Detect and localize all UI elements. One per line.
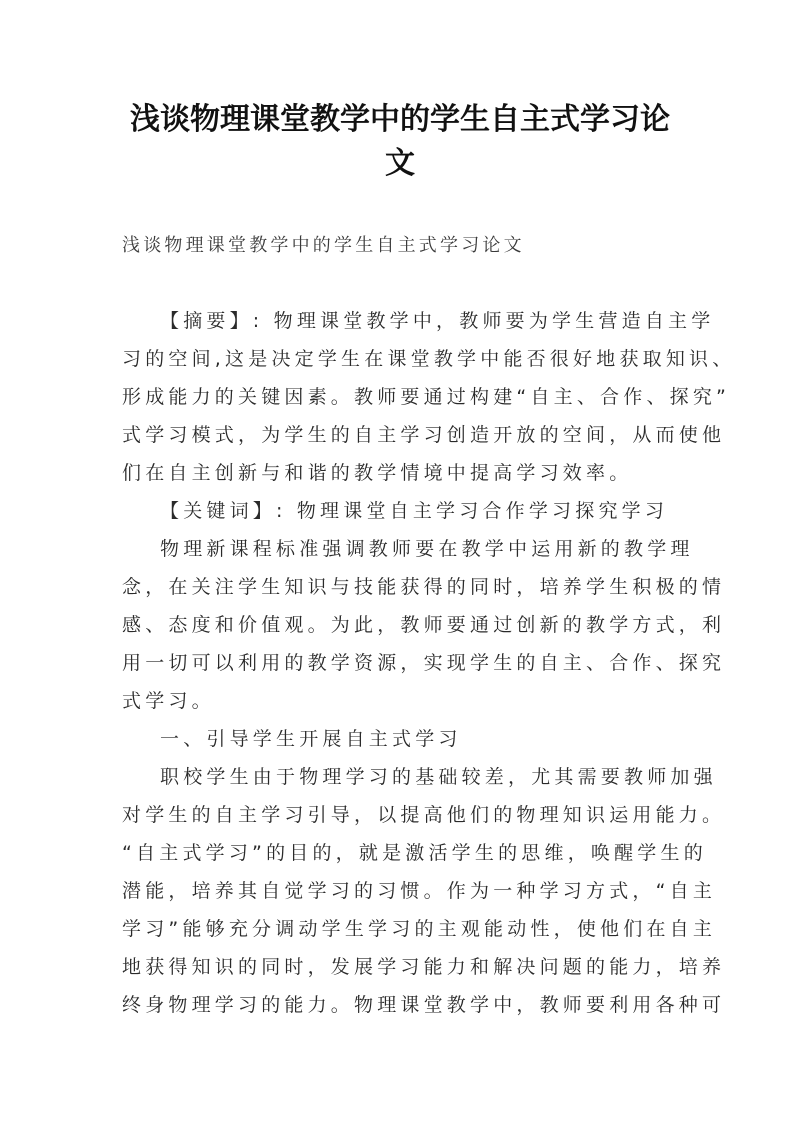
keywords-line: 【关键词】: 物理课堂自主学习合作学习探究学习 [160, 500, 669, 522]
abstract-line-4: 式学习模式，为学生的自主学习创造开放的空间，从而使他 [122, 424, 726, 446]
section-1-line-3: “自主式学习”的目的，就是激活学生的思维，唤醒学生的 [122, 842, 707, 864]
intro-line-5: 式学习。 [122, 690, 215, 712]
intro-line-1: 物理新课程标准强调教师要在教学中运用新的教学理 [160, 538, 694, 560]
intro-line-2: 念，在关注学生知识与技能获得的同时，培养学生积极的情 [122, 576, 726, 598]
section-1-line-2: 对学生的自主学习引导，以提高他们的物理知识运用能力。 [122, 804, 726, 826]
section-1-heading: 一、引导学生开展自主式学习 [160, 728, 462, 750]
section-1-line-4: 潜能，培养其自觉学习的习惯。作为一种学习方式，“自主 [122, 880, 717, 902]
abstract-line-5: 们在自主创新与和谐的教学情境中提高学习效率。 [122, 462, 633, 484]
section-1-line-5: 学习”能够充分调动学生学习的主观能动性，使他们在自主 [122, 918, 717, 940]
abstract-line-2: 习的空间,这是决定学生在课堂教学中能否很好地获取知识、 [122, 348, 736, 370]
document-title-line-1: 浅谈物理课堂教学中的学生自主式学习论 [130, 102, 670, 137]
section-1-line-1: 职校学生由于物理学习的基础较差，尤其需要教师加强 [160, 766, 717, 788]
intro-line-4: 用一切可以利用的教学资源，实现学生的自主、合作、探究 [122, 652, 726, 674]
abstract-line-3: 形成能力的关键因素。教师要通过构建“自主、合作、探究” [122, 386, 731, 408]
section-1-line-6: 地获得知识的同时，发展学习能力和解决问题的能力，培养 [122, 956, 726, 978]
section-1-line-7: 终身物理学习的能力。物理课堂教学中，教师要利用各种可 [122, 994, 726, 1016]
document-subtitle: 浅谈物理课堂教学中的学生自主式学习论文 [122, 235, 525, 256]
intro-line-3: 感、态度和价值观。为此，教师要通过创新的教学方式，利 [122, 614, 726, 636]
document-title-line-2: 文 [385, 146, 415, 181]
abstract-line-1: 【摘要】: 物理课堂教学中，教师要为学生营造自主学 [160, 310, 715, 332]
